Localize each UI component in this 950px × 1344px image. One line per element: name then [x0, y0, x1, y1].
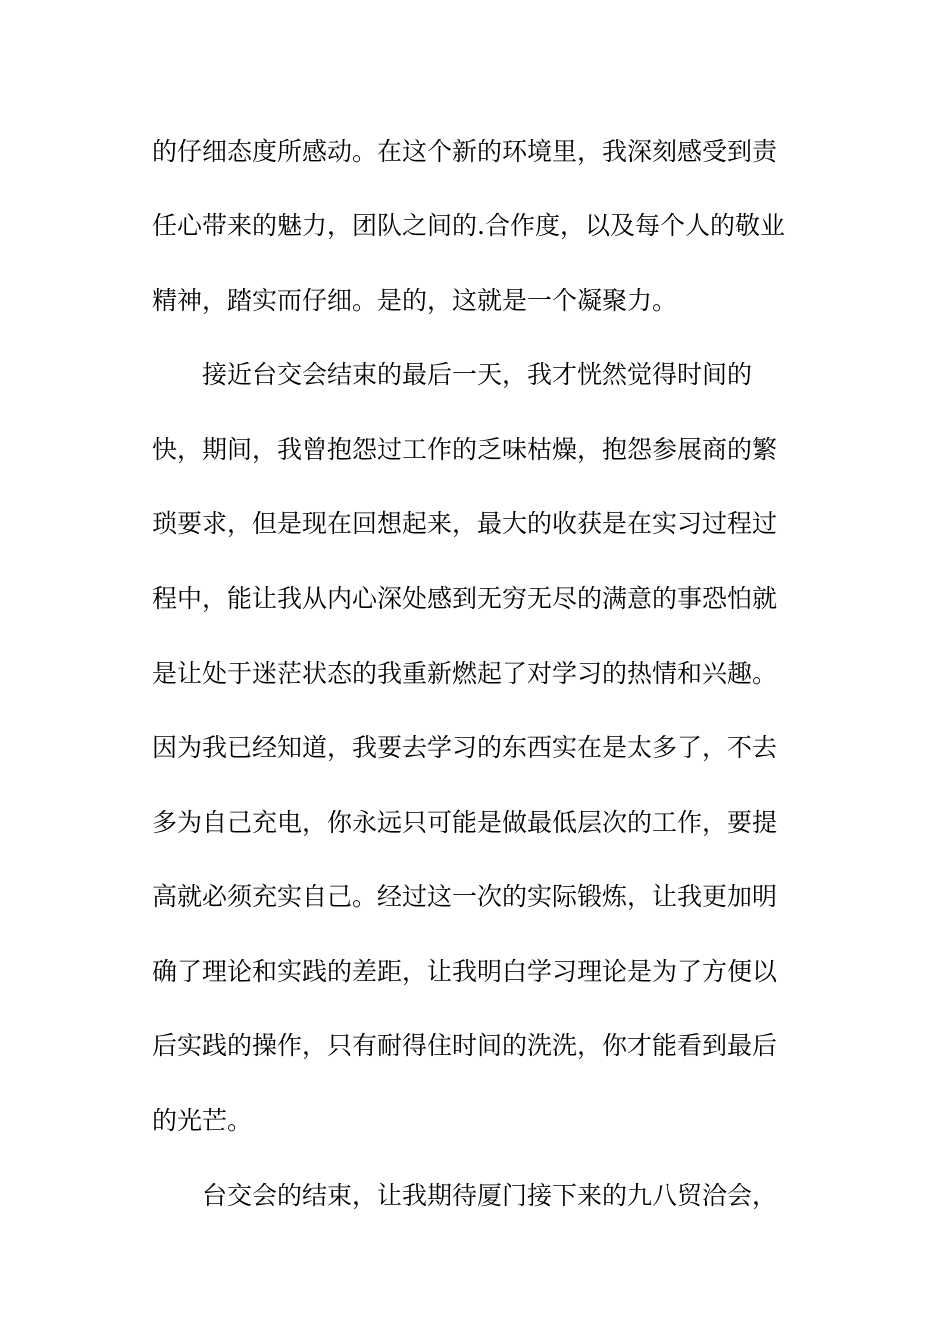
text-line: 精神，踏实而仔细。是的，这就是一个凝聚力。: [152, 286, 678, 315]
text-line: 程中，能让我从内心深处感到无穷无尽的满意的事恐怕就: [152, 584, 778, 613]
text-line: 的光芒。: [152, 1106, 253, 1135]
paragraph-start-line: 台交会的结束，让我期待厦门接下来的九八贸洽会，: [202, 1181, 778, 1210]
text-line: 因为我已经知道，我要去学习的东西实在是太多了，不去: [152, 733, 778, 762]
text-line: 快，期间，我曾抱怨过工作的乏味枯燥，抱怨参展商的繁: [152, 435, 778, 464]
paragraph-start-line: 接近台交会结束的最后一天，我才恍然觉得时间的: [202, 360, 753, 389]
text-line: 的仔细态度所感动。在这个新的环境里，我深刻感受到责: [152, 137, 778, 166]
text-line: 琐要求，但是现在回想起来，最大的收获是在实习过程过: [152, 509, 778, 538]
text-line: 后实践的操作，只有耐得住时间的洗洗，你才能看到最后: [152, 1031, 778, 1060]
text-line: 任心带来的魅力，团队之间的.合作度，以及每个人的敬业: [152, 211, 785, 240]
text-line: 是让处于迷茫状态的我重新燃起了对学习的热情和兴趣。: [152, 659, 778, 688]
text-line: 确了理论和实践的差距，让我明白学习理论是为了方便以: [152, 957, 778, 986]
text-line: 高就必须充实自己。经过这一次的实际锻炼，让我更加明: [152, 882, 778, 911]
text-line: 多为自己充电，你永远只可能是做最低层次的工作，要提: [152, 808, 778, 837]
